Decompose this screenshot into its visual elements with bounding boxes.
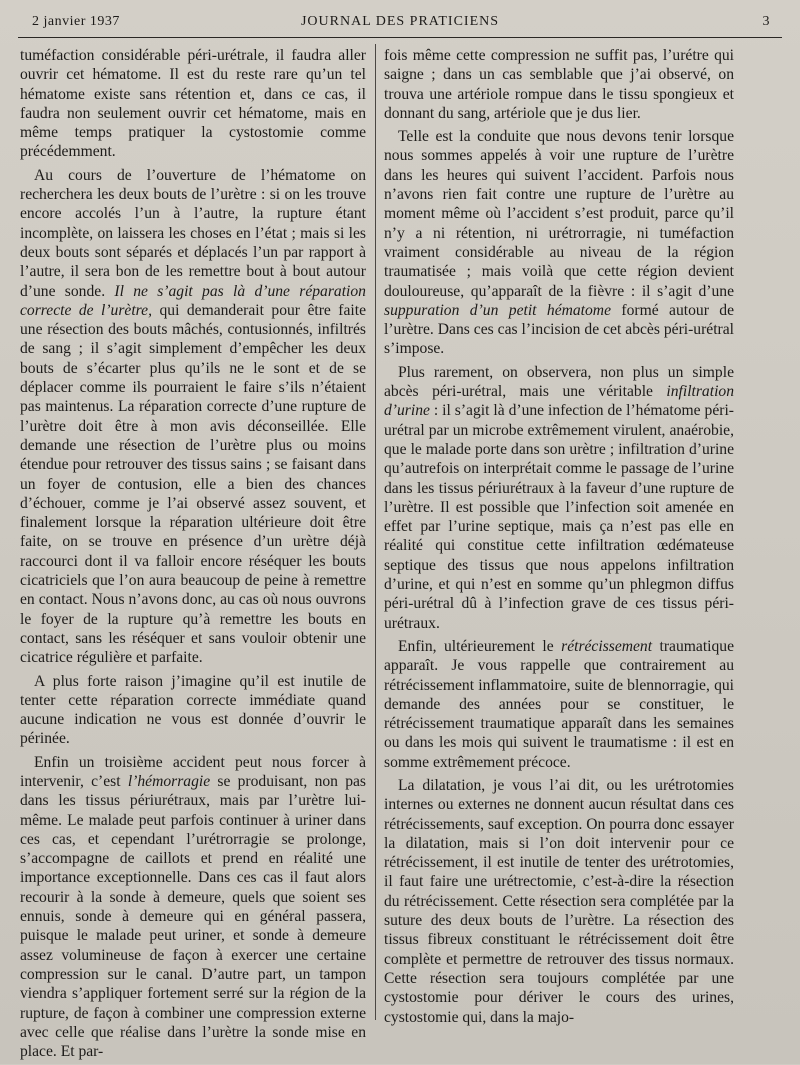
paragraph: Enfin un troisième accident peut nous forcer à intervenir, c’est l’hémorragie se produisant, non pas dans les tissus périurétraux, mais par l’urètre lui-même. Le malade peut parfois continuer à uriner dans ces cas, et cependant l’urétrorragie se prolonge, s’accompagne de caillots et prend en réalité une importance exceptionnelle. Dans ces cas il faut alors recourir à la sonde à demeure, quels que soient ses ennuis, sonde à demeure qui en général passera, puisque le malade peut uriner, et sonde à demeure assez volumineuse de façon à exercer une certaine compression sur le canal. D’autre part, un tampon viendra s’appliquer fortement serré sur la région de la rupture, de façon à combiner une compression externe avec celle que réalise dans l’urètre la sonde mise en place. Et par- [20, 753, 367, 1061]
page-number: 3 [762, 14, 770, 29]
column-divider [375, 44, 376, 1020]
paragraph: Plus rarement, on observera, non plus un simple abcès péri-urétral, mais une véritable infiltration d’urine : il s’agit là d’une infection de l’hématome péri-urétral par un microbe extrêmement virulent, anaérobie, que le malade porte dans son urètre ; infiltration d’urine qu’autrefois on interprétait comme le passage de l’urine dans les tissus périurétraux à la faveur d’une rupture de l’urètre. Il est possible que l’infection soit amenée en effet par l’urine septique, mais ça n’est pas elle en réalité qui constitue cette infiltration œdémateuse septique des tissus que nous appelons infiltration d’urine, et qui n’est en somme qu’un phlegmon diffus péri-urétral dû à l’infection grave de ces tissus péri-urétraux. [384, 363, 734, 632]
paragraph: tuméfaction considérable péri-urétrale, il faudra aller ouvrir cet hématome. Il est du reste rare qu’un tel hématome existe sans rétention et, dans ce cas, il faudra non seulement ouvrir cet hématome, mais en même temps pratiquer la cystostomie comme précédemment. [20, 47, 366, 161]
left-column [20, 46, 366, 1065]
paragraph: Telle est la conduite que nous devons tenir lorsque nous sommes appelés à voir une rupture de l’urètre dans les heures qui suivent l’accident. Parfois nous n’avons rien fait contre une rupture de l’urètre au moment même où l’accident s’est produit, parce qu’il n’y a ni rétention, ni urétrorragie, ni tuméfaction vraiment considérable au niveau de la région traumatisée ; mais voilà que cette région devient douloureuse, qu’apparaît de la fièvre : il s’agit d’une suppuration d’un petit hématome formé autour de l’urètre. Dans ces cas l’incision de cet abcès péri-urétral s’impose. [384, 128, 735, 358]
paragraph: fois même cette compression ne suffit pas, l’urétre qui saigne ; dans un cas semblable que j’ai observé, on trouva une artériole rompue dans le tissu spongieux et donnant du sang, artériole que je dus lier. [384, 47, 734, 122]
right-column [384, 46, 734, 1031]
header-date: 2 janvier 1937 [32, 14, 120, 29]
running-header [18, 14, 782, 36]
paragraph: A plus forte raison j’imagine qu’il est inutile de tenter cette réparation correcte immédiate quand aucune indication ne vous est donnée d’ouvrir le périnée. [20, 672, 366, 748]
header-rule [18, 37, 782, 38]
journal-title: JOURNAL DES PRATICIENS [300, 14, 500, 29]
paragraph: Enfin, ultérieurement le rétrécissement traumatique apparaît. Je vous rappelle que contrairement au rétrécissement inflammatoire, suite de blennorragie, qui demande des années pour se constituer, le rétrécissement traumatique apparaît dans les semaines ou dans les mois qui suivent le traumatisme : il est en somme extrêmement précoce. [384, 637, 735, 771]
paragraph: Au cours de l’ouverture de l’hématome on recherchera les deux bouts de l’urètre : si on les trouve encore accolés l’un à l’autre, la rupture étant incomplète, on laissera les choses en l’état ; mais si les deux bouts sont séparés et déplacés l’un par rapport à l’autre, il sera bon de les remettre bout à bout autour d’une sonde. Il ne s’agit pas là d’une réparation correcte de l’urètre, qui demanderait pour être faite une résection des bouts mâchés, contusionnés, infiltrés de sang ; il s’agit simplement d’empêcher les deux bouts de s’écarter plus qu’ils ne le sont et de se déplacer comme ils pourraient le faire s’ils n’étaient pas maintenus. La réparation correcte d’une rupture de l’urètre doit être à mon avis déconseillée. Elle demande une résection de l’urètre plus ou moins étendue pour retrouver des tissus sains ; se faisant dans un foyer de contusion, elle a bien des chances d’échouer, comme je l’ai observé assez souvent, et finalement lorsque la réparation ultérieure doit être faite, on se trouve en présence d’un urètre déjà raccourci dont il va falloir encore réséquer les bouts cicatriciels que l’on aura beaucoup de peine à remettre en contact. Nous n’avons donc, au cas où nous ouvrons le foyer de la rupture qu’à remettre les bouts en contact, sans les réséquer et sans vouloir obtenir une cicatrice régulière et parfaite. [20, 166, 367, 667]
paragraph: La dilatation, je vous l’ai dit, ou les urétrotomies internes ou externes ne donnent aucun résultat dans ces rétrécissements, sauf exception. On pourra donc essayer la dilatation, mais si l’on doit intervenir pour ce rétrécissement, il est inutile de tenter des urétrotomies, il faut faire une urétrectomie, c’est-à-dire la résection du rétrécissement. Cette résection sera complétée par la suture des deux bouts de l’urètre. La résection des tissus fibreux constituant le rétrécissement doit être complète et permettre de retrouver des tissus normaux. Cette résection sera toujours complétée par une cystostomie pour dériver le cours des urines, cystostomie qui, dans la majo- [384, 776, 734, 1026]
